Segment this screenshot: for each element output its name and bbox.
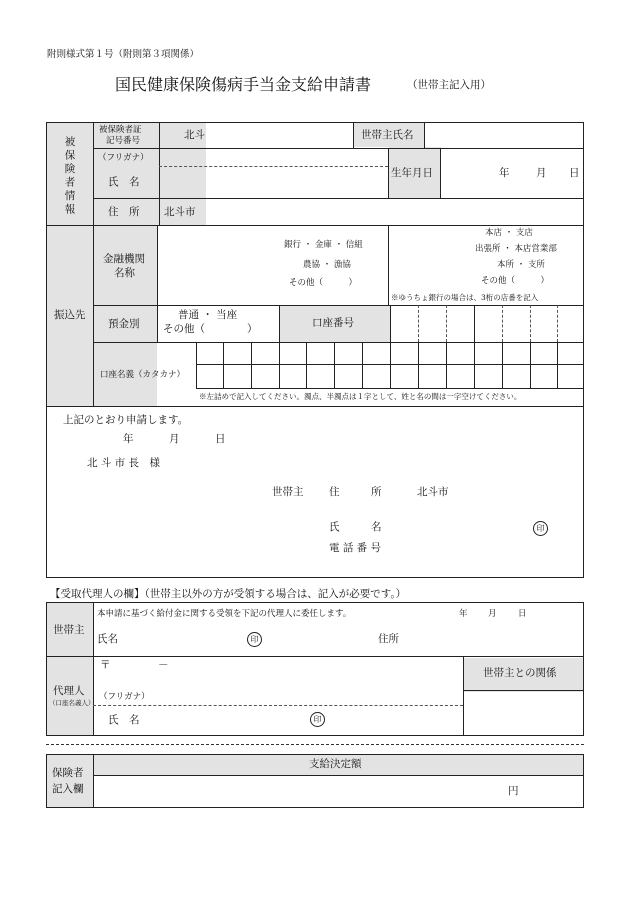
agent-name-label: 氏 名 (108, 714, 140, 726)
declaration-day-unit: 日 (215, 433, 226, 445)
phone-field[interactable] (400, 540, 550, 558)
bank-types-2: 農協 ・ 漁協 (303, 260, 351, 270)
relation-label: 世帯主との関係 (483, 667, 557, 679)
amount-label: 支給決定額 (309, 758, 362, 770)
householder-name-label: 世帯主氏名 (361, 129, 414, 141)
yucho-note: ※ゆうちょ銀行の場合は、3桁の店番を記入 (391, 293, 539, 302)
bank-label-1: 金融機関 (103, 253, 145, 265)
name-field[interactable] (160, 167, 388, 198)
card-number-value[interactable]: 北斗 (184, 129, 205, 141)
agent-label: 代理人 (53, 685, 85, 697)
agent-householder-name-field[interactable] (120, 630, 240, 648)
declaration-statement: 上記のとおり申請します。 (63, 414, 189, 426)
householder-label: 世帯主 (272, 486, 304, 498)
postal-dash: － (158, 659, 169, 671)
declaration-year-unit: 年 (123, 433, 134, 445)
delegation-day-unit: 日 (518, 609, 527, 619)
address-label: 住 所 (108, 206, 140, 218)
phone-label: 電 話 番 号 (329, 542, 382, 554)
name-label: 氏 名 (108, 176, 140, 188)
birth-year-unit: 年 (499, 167, 510, 179)
delegation-text: 本申請に基づく給付金に関する受領を下記の代理人に委任します。 (97, 609, 352, 619)
furigana-field[interactable] (160, 149, 388, 166)
agent-sublabel: （口座名義人） (49, 699, 95, 707)
relation-field[interactable] (464, 691, 583, 735)
addressee: 北 斗 市 長 様 (87, 457, 161, 469)
birth-month-unit: 月 (536, 167, 547, 179)
bank-name-field[interactable] (158, 226, 388, 305)
householder-name-field[interactable] (425, 123, 583, 148)
seal-icon: 印 (310, 712, 325, 727)
section-divider (46, 744, 584, 745)
card-number-label-1: 被保険者証 (99, 125, 142, 135)
account-name-note: ※左詰めで記入してください。濁点、半濁点は１字として、姓と名の間は一字空けてください。 (199, 392, 522, 401)
agent-householder-address-label: 住所 (378, 633, 399, 645)
furigana-label: （フリガナ） (98, 153, 149, 163)
agent-name-field[interactable] (150, 707, 300, 733)
account-number-field[interactable] (391, 306, 583, 342)
insurer-label-2: 記入欄 (52, 783, 84, 795)
agent-householder-label: 世帯主 (53, 624, 85, 636)
seal-icon: 印 (247, 632, 262, 647)
account-number-label: 口座番号 (312, 317, 354, 329)
page-title-suffix: （世帯主記入用） (407, 79, 491, 91)
branch-types-2: 出張所 ・ 本店営業部 (475, 244, 557, 254)
account-name-grid[interactable] (197, 343, 583, 388)
birth-label: 生年月日 (391, 167, 433, 179)
declaration-name-field[interactable] (400, 518, 525, 536)
currency-unit: 円 (508, 785, 519, 797)
form-number: 附則様式第１号（附則第３項関係） (47, 49, 200, 60)
bank-types-3: その他（ ） (289, 278, 358, 288)
delegation-year-unit: 年 (459, 609, 468, 619)
insurer-label-1: 保険者 (52, 767, 84, 779)
page-title: 国民健康保険傷病手当金支給申請書 (115, 75, 372, 94)
delegation-month-unit: 月 (488, 609, 497, 619)
transfer-section-label: 振込先 (54, 309, 86, 321)
postal-mark: 〒 (100, 659, 111, 671)
declaration-name-label: 氏 名 (329, 521, 382, 533)
declaration-address-label: 住 所 (329, 486, 382, 498)
deposit-options-2[interactable]: その他（ ） (163, 323, 258, 335)
agent-address-field[interactable] (115, 658, 460, 688)
address-value[interactable]: 北斗市 (164, 206, 196, 218)
declaration-month-unit: 月 (169, 433, 180, 445)
bank-types-1: 銀行 ・ 金庫 ・ 信組 (284, 240, 363, 250)
card-number-label-2: 記号番号 (106, 136, 141, 146)
birth-day-unit: 日 (569, 167, 580, 179)
agent-householder-address-field[interactable] (405, 630, 580, 648)
declaration-address-value[interactable]: 北斗市 (417, 486, 449, 498)
deposit-options-1[interactable]: 普通 ・ 当座 (178, 309, 238, 321)
bank-label-2: 名称 (114, 267, 135, 279)
account-name-label: 口座名義（カタカナ） (100, 370, 186, 380)
branch-types-3: 本所 ・ 支所 (497, 260, 545, 270)
deposit-label: 預金別 (108, 318, 140, 330)
branch-types-1: 本店 ・ 支店 (485, 228, 533, 238)
agent-furigana-label: （フリガナ） (99, 692, 150, 702)
amount-field[interactable] (95, 777, 495, 807)
insured-section-label: 被保険者情報 (63, 136, 76, 217)
seal-icon: 印 (533, 521, 548, 536)
agent-heading: 【受取代理人の欄】（世帯主以外の方が受領する場合は、記入が必要です。） (50, 588, 407, 600)
branch-types-4: その他（ ） (481, 276, 550, 286)
agent-householder-name-label: 氏名 (97, 633, 118, 645)
